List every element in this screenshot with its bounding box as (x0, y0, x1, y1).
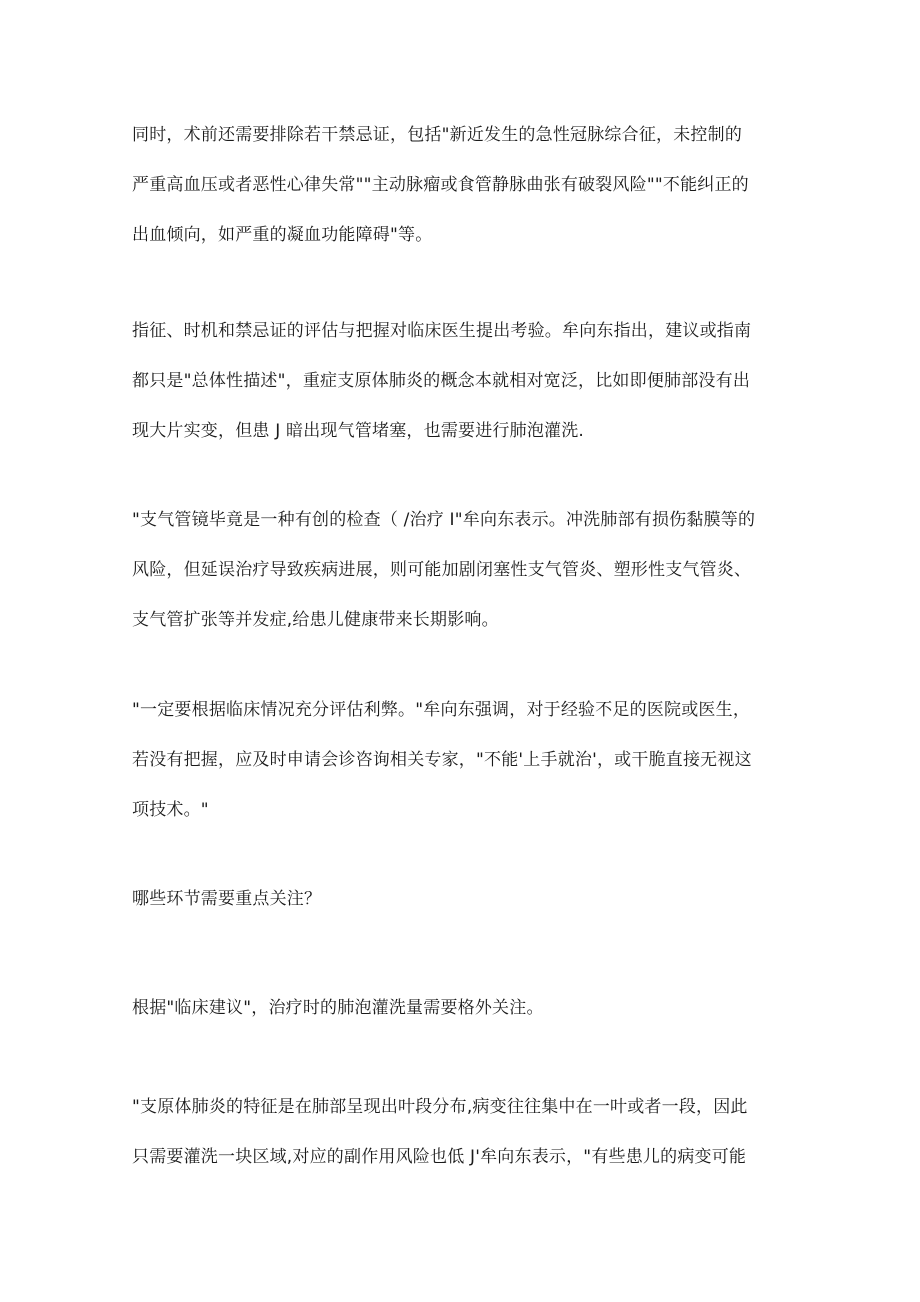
text-line: 根据"临床建议"，治疗时的肺泡灌洗量需要格外关注。 (132, 998, 544, 1018)
paragraph-contraindications (132, 110, 812, 260)
text-line: 若没有把握，应及时申请会诊咨询相关专家，"不能'上手就治'，或干脆直接无视这 (132, 750, 752, 770)
text-line: 哪些环节需要重点关注？ (132, 889, 322, 909)
text-line: 指征、时机和禁忌证的评估与把握对临床医生提出考验。牟向东指出，建议或指南 (132, 321, 752, 341)
text-line: 支气管扩张等并发症,给患儿健康带来长期影响。 (132, 610, 499, 630)
text-line: "支原体肺炎的特征是在肺部呈现出叶段分布,病变往往集中在一叶或者一段，因此 (132, 1097, 748, 1117)
paragraph-bronchoscopy-risk (132, 495, 812, 645)
text-line: 出血倾向，如严重的凝血功能障碍"等。 (132, 225, 433, 245)
text-line: 风险，但延误治疗导致疾病进展，则可能加剧闭塞性支气管炎、塑形性支气管炎、 (132, 560, 752, 580)
paragraph-weigh-pros-cons (132, 685, 812, 835)
text-line: 都只是"总体性描述"，重症支原体肺炎的概念本就相对宽泛，比如即便肺部没有出 (132, 371, 751, 391)
text-line: 项技术。" (132, 800, 209, 820)
text-line: 只需要灌洗一块区域,对应的副作用风险也低 J'牟向东表示，"有些患儿的病变可能 (132, 1147, 747, 1167)
text-line: 现大片实变，但患 J 暗出现气管堵塞，也需要进行肺泡灌洗. (132, 421, 585, 441)
text-line: "一定要根据临床情况充分评估利弊。"牟向东强调，对于经验不足的医院或医生， (132, 700, 751, 720)
paragraph-lavage-volume (132, 983, 812, 1033)
text-line: "支气管镜毕竟是一种有创的检查（ /治疗 I"牟向东表示。冲洗肺部有损伤黏膜等的 (132, 510, 756, 530)
text-line: 严重高血压或者恶性心律失常""主动脉瘤或食管静脉曲张有破裂风险""不能纠正的 (132, 175, 749, 195)
paragraph-indications-assessment (132, 306, 812, 456)
text-line: 同时，术前还需要排除若干禁忌证，包括"新近发生的急性冠脉综合征，未控制的 (132, 125, 743, 145)
section-heading (132, 874, 812, 924)
paragraph-mycoplasma-feature (132, 1082, 812, 1182)
